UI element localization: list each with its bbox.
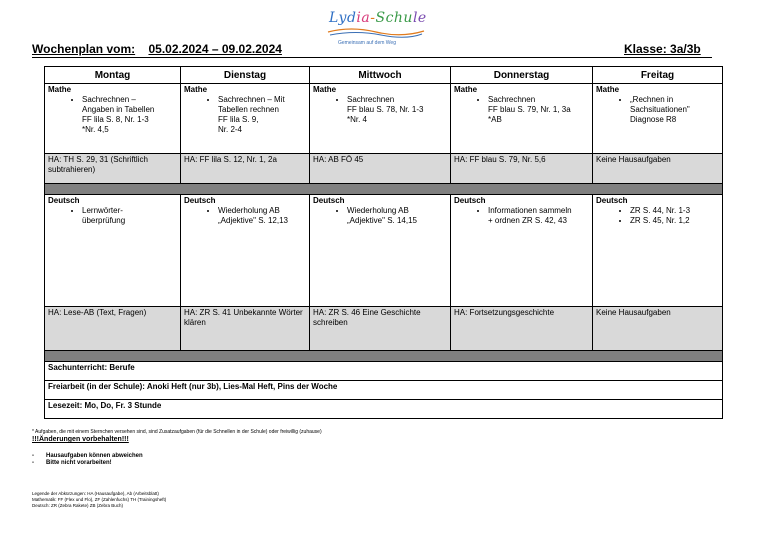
subject-label: Deutsch: [184, 196, 216, 205]
mathe-cell: [310, 84, 451, 154]
day-wednesday: Mittwoch: [310, 67, 451, 84]
freiarbeit-text: Freiarbeit (in der Schule): Anoki Heft (nur 3b), Lies-Mal Heft, Pins der Woche: [45, 381, 723, 400]
homework-cell: HA: AB FÖ 45: [310, 154, 451, 184]
homework-cell: HA: TH S. 29, 31 (Schriftlich subtrahieren): [45, 154, 181, 184]
sachunterricht-text: Sachunterricht: Berufe: [45, 362, 723, 381]
subject-label: Mathe: [454, 85, 478, 94]
plan-title: Wochenplan vom: 05.02.2024 – 09.02.2024: [32, 42, 282, 56]
class-label: Klasse: 3a/3b: [624, 42, 701, 56]
deutsch-cell: [45, 195, 181, 307]
note-item: - Hausaufgaben können abweichen: [32, 453, 143, 459]
mathe-cell: [181, 84, 310, 154]
logo-swoosh-icon: [326, 26, 426, 38]
legend-line: Mathematik: FF (Flex und Flo), ZF (Zahlenfuchs) TH (Trainingsheft): [32, 497, 167, 502]
note-item: - Bitte nicht vorarbeiten!: [32, 460, 112, 466]
day-monday: Montag: [45, 67, 181, 84]
day-thursday: Donnerstag: [451, 67, 593, 84]
subject-label: Mathe: [48, 85, 72, 94]
logo-wordmark: Lydia-Schule: [329, 10, 427, 26]
day-tuesday: Dienstag: [181, 67, 310, 84]
task-item: • Lernwörter- überprüfung: [82, 206, 177, 226]
task-item: • Sachrechnen FF blau S. 78, Nr. 1-3 *Nr. 4: [347, 95, 447, 125]
homework-cell: HA: Fortsetzungsgeschichte: [451, 307, 593, 351]
deutsch-homework-row: [45, 307, 723, 351]
subject-label: Deutsch: [313, 196, 345, 205]
subject-label: Mathe: [184, 85, 208, 94]
mathe-homework-row: [45, 154, 723, 184]
deutsch-cell: [593, 195, 723, 307]
legend-line: Legende der Abkürzungen: HA (Hausaufgabe), Ab (Arbeitsblatt): [32, 491, 159, 496]
deutsch-cell: [181, 195, 310, 307]
mathe-row: [45, 84, 723, 154]
subject-label: Deutsch: [454, 196, 486, 205]
separator-row: [45, 184, 723, 195]
legend: [32, 491, 166, 509]
subject-label: Deutsch: [596, 196, 628, 205]
day-header-row: [45, 67, 723, 84]
homework-cell: HA: Lese-AB (Text, Fragen): [45, 307, 181, 351]
homework-cell: HA: FF lila S. 12, Nr. 1, 2a: [181, 154, 310, 184]
deutsch-cell: [451, 195, 593, 307]
legend-line: Deutsch: ZR (Zebra Rakete) ZB (Zebra Buch): [32, 503, 124, 508]
mathe-cell: [451, 84, 593, 154]
task-item: • Wiederholung AB „Adjektive" S. 14,15: [347, 206, 447, 226]
task-item: • ZR S. 44, Nr. 1-3: [630, 206, 719, 216]
lesezeit-row: [45, 400, 723, 419]
task-item: • Informationen sammeln + ordnen ZR S. 42, 43: [488, 206, 589, 226]
changes-note: !!!Änderungen vorbehalten!!!: [32, 436, 129, 443]
deutsch-row: [45, 195, 723, 307]
homework-cell: HA: ZR S. 46 Eine Geschichte schreiben: [310, 307, 451, 351]
homework-cell: Keine Hausaufgaben: [593, 154, 723, 184]
task-item: • Wiederholung AB „Adjektive" S. 12,13: [218, 206, 306, 226]
subject-label: Deutsch: [48, 196, 80, 205]
lesezeit-text: Lesezeit: Mo, Do, Fr. 3 Stunde: [45, 400, 723, 419]
homework-cell: Keine Hausaufgaben: [593, 307, 723, 351]
day-friday: Freitag: [593, 67, 723, 84]
separator-row: [45, 351, 723, 362]
task-item: • Sachrechnen – Mit Tabellen rechnen FF lila S. 9, Nr. 2-4: [218, 95, 306, 135]
mathe-cell: [593, 84, 723, 154]
logo-subtitle: Gemeinsam auf dem Weg: [338, 40, 396, 46]
homework-cell: HA: FF blau S. 79, Nr. 5,6: [451, 154, 593, 184]
notes-list: [32, 453, 143, 467]
subject-label: Mathe: [596, 85, 620, 94]
subject-label: Mathe: [313, 85, 337, 94]
asterisk-note: * Aufgaben, die mit einem Sternchen versehen sind, sind Zusatzaufgaben (für die Schnellen in der Schule) oder freiwillig (zuhause): [32, 429, 322, 435]
task-item: • „Rechnen in Sachsituationen" Diagnose R8: [630, 95, 719, 125]
mathe-cell: [45, 84, 181, 154]
freiarbeit-row: [45, 381, 723, 400]
header-rule: [32, 57, 712, 58]
task-item: • Sachrechnen FF blau S. 79, Nr. 1, 3a *AB: [488, 95, 589, 125]
school-logo: [326, 8, 426, 50]
sachunterricht-row: [45, 362, 723, 381]
task-item: • ZR S. 45, Nr. 1,2: [630, 216, 719, 226]
homework-cell: HA: ZR S. 41 Unbekannte Wörter klären: [181, 307, 310, 351]
deutsch-cell: [310, 195, 451, 307]
plan-dates: 05.02.2024 – 09.02.2024: [148, 42, 282, 56]
task-item: • Sachrechnen – Angaben in Tabellen FF lila S. 8, Nr. 1-3 *Nr. 4,5: [82, 95, 177, 135]
week-plan-table: [44, 66, 723, 419]
